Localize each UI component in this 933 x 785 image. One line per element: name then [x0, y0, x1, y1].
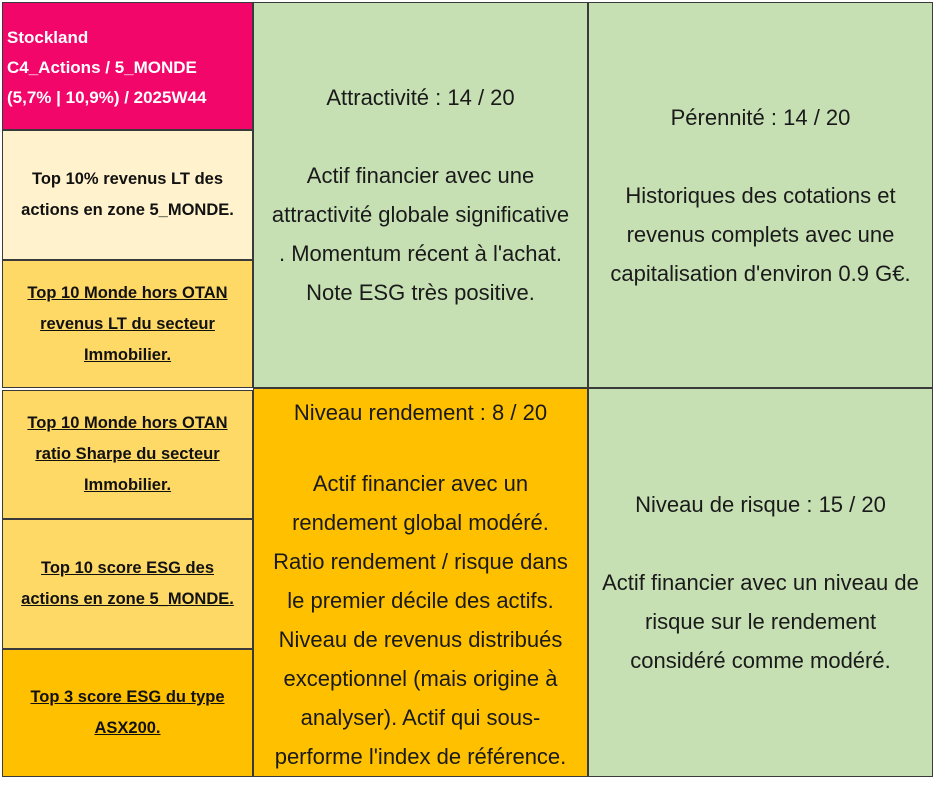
tag-line: Immobilier.	[83, 345, 172, 364]
rendement-line: rendement global modéré.	[292, 510, 549, 535]
tag-top-revenus-zone	[2, 130, 253, 260]
risque-line: risque sur le rendement	[644, 609, 877, 634]
tag-line: actions en zone 5_MONDE.	[21, 590, 234, 608]
risque-box	[588, 388, 933, 777]
rendement-line: le premier décile des actifs.	[287, 588, 554, 613]
risque-heading: Niveau de risque : 15 / 20	[635, 492, 886, 517]
asset-category: C4_Actions / 5_MONDE	[7, 58, 197, 77]
tag-line: revenus LT du secteur	[40, 314, 215, 333]
rendement-box	[253, 388, 588, 777]
tag-top-monde-revenus-link[interactable]	[2, 260, 253, 388]
tag-line: Top 10 score ESG des	[40, 559, 214, 577]
rendement-line: exceptionnel (mais origine à	[283, 666, 558, 691]
asset-name: Stockland	[7, 28, 89, 47]
rendement-heading: Niveau rendement : 8 / 20	[293, 400, 548, 425]
tag-line: ASX200.	[94, 719, 161, 737]
risque-line: considéré comme modéré.	[630, 648, 891, 673]
tag-line: Top 3 score ESG du type	[30, 688, 225, 706]
perennite-line: Historiques des cotations et	[625, 182, 896, 208]
attractivite-heading: Attractivité : 14 / 20	[326, 85, 515, 110]
perennite-line: capitalisation d'environ 0.9 G€.	[610, 260, 911, 286]
attractivite-box	[253, 2, 588, 388]
tag-line: ratio Sharpe du secteur	[35, 445, 220, 463]
tag-line: actions en zone 5_MONDE.	[21, 201, 234, 219]
tag-line: Top 10% revenus LT des	[31, 170, 224, 188]
rendement-line: performe l'index de référence.	[274, 744, 567, 769]
tag-line: Immobilier.	[83, 476, 172, 494]
attractivite-line: Actif financier avec une	[306, 163, 535, 188]
tag-line: Top 10 Monde hors OTAN	[27, 414, 228, 432]
attractivite-line: attractivité globale significative	[271, 202, 570, 227]
tag-top-monde-sharpe-link[interactable]	[2, 390, 253, 519]
perennite-box	[588, 2, 933, 388]
tag-line: Top 10 Monde hors OTAN	[27, 283, 228, 302]
rendement-line: Actif financier avec un	[312, 471, 529, 496]
asset-title-cell	[2, 2, 253, 130]
perennite-line: revenus complets avec une	[626, 221, 895, 247]
attractivite-line: . Momentum récent à l'achat.	[279, 241, 562, 266]
attractivite-line: Note ESG très positive.	[306, 280, 535, 305]
rendement-line: Ratio rendement / risque dans	[273, 549, 568, 574]
asset-stats: (5,7% | 10,9%) / 2025W44	[7, 88, 207, 107]
tag-top-esg-zone-link[interactable]	[2, 519, 253, 649]
rendement-line: analyser). Actif qui sous-	[300, 705, 541, 730]
rendement-line: Niveau de revenus distribués	[278, 627, 563, 652]
perennite-heading: Pérennité : 14 / 20	[670, 104, 851, 130]
risque-line: Actif financier avec un niveau de	[602, 570, 919, 595]
tag-top-esg-asx200-link[interactable]	[2, 649, 253, 777]
